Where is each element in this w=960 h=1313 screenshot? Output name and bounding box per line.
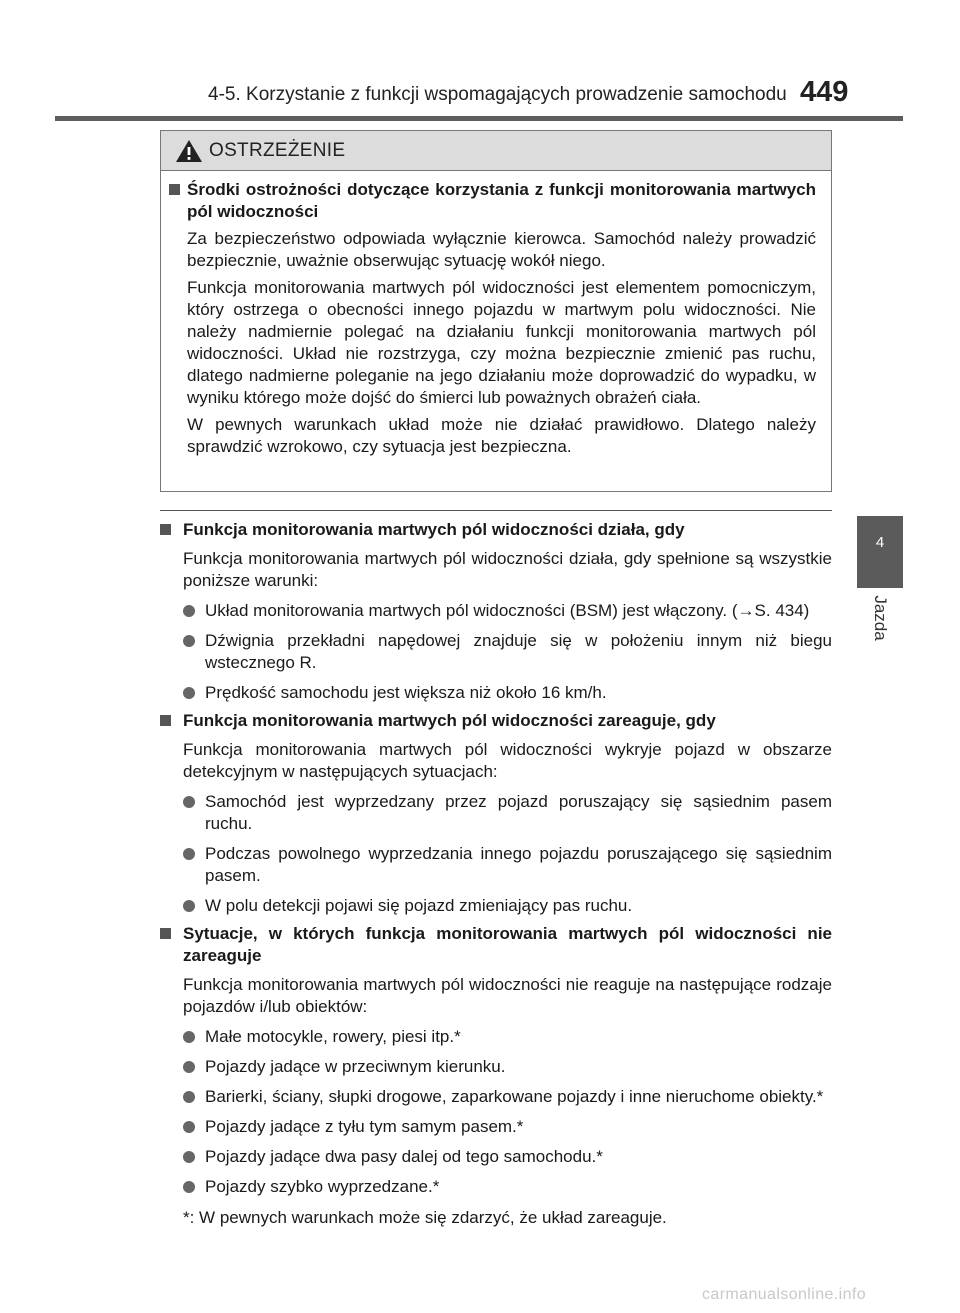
chapter-title: 4-5. Korzystanie z funkcji wspomagających prowadzenie samochodu — [208, 84, 787, 105]
warning-heading: Środki ostrożności dotyczące korzystania z funkcji monitorowania martwych pól widoczności — [161, 179, 816, 223]
warning-header — [161, 131, 831, 171]
warning-paragraph: Funkcja monitorowania martwych pól widoczności jest elementem pomocniczym, który ostrzega o obecności innego pojazdu w martwym polu widoczności. Nie należy nadmiernie polegać na działaniu funkcji monitorowania martwych pól widoczności. Układ nie rozstrzyga, czy można bezpiecznie zmienić pas ruchu, dlatego nadmierne poleganie na jego działaniu może doprowadzić do wypadku, w wyniku którego może dojść do śmierci lub poważnych obrażeń ciała. — [187, 278, 816, 407]
warning-paragraph: Za bezpieczeństwo odpowiada wyłącznie kierowca. Samochód należy prowadzić bezpiecznie, uważnie obserwując sytuację wokół niego. — [187, 229, 816, 270]
list-item: Prędkość samochodu jest większa niż około 16 km/h. — [160, 682, 832, 704]
list-item: W polu detekcji pojawi się pojazd zmieniający pas ruchu. — [160, 895, 832, 917]
bullet-dot-icon — [183, 605, 195, 617]
page-number: 449 — [800, 76, 849, 108]
list-item: Podczas powolnego wyprzedzania innego pojazdu poruszającego się sąsiednim pasem. — [160, 843, 832, 887]
list-item: Pojazdy jadące z tyłu tym samym pasem.* — [160, 1116, 832, 1138]
section-heading: Funkcja monitorowania martwych pól widoczności zareaguje, gdy — [160, 710, 832, 732]
bullet-dot-icon — [183, 1151, 195, 1163]
chapter-tab-label: Jazda — [871, 595, 890, 641]
chapter-tab — [857, 516, 903, 588]
warning-paragraph: W pewnych warunkach układ może nie działać prawidłowo. Dlatego należy sprawdzić wzrokowo, czy sytuacja jest bezpieczna. — [187, 415, 816, 456]
bullet-dot-icon — [183, 687, 195, 699]
list-item: Małe motocykle, rowery, piesi itp.* — [160, 1026, 832, 1048]
section-divider — [160, 510, 832, 511]
bullet-dot-icon — [183, 1121, 195, 1133]
watermark: carmanualsonline.info — [702, 1286, 867, 1303]
list-item: Układ monitorowania martwych pól widoczności (BSM) jest włączony. (→S. 434) — [160, 600, 832, 622]
section-heading: Funkcja monitorowania martwych pól widoczności działa, gdy — [160, 519, 832, 541]
section-intro: Funkcja monitorowania martwych pól widoczności działa, gdy spełnione są wszystkie poniższe warunki: — [183, 549, 832, 590]
warning-triangle-icon — [175, 139, 203, 163]
square-bullet-icon — [160, 524, 171, 535]
square-bullet-icon — [169, 184, 180, 195]
section-intro: Funkcja monitorowania martwych pól widoczności wykryje pojazd w obszarze detekcyjnym w następujących sytuacjach: — [183, 740, 832, 781]
bullet-dot-icon — [183, 1091, 195, 1103]
warning-title: OSTRZEŻENIE — [209, 139, 346, 161]
bullet-dot-icon — [183, 1181, 195, 1193]
square-bullet-icon — [160, 928, 171, 939]
bullet-dot-icon — [183, 848, 195, 860]
list-item: Samochód jest wyprzedzany przez pojazd poruszający się sąsiednim pasem ruchu. — [160, 791, 832, 835]
section-intro: Funkcja monitorowania martwych pól widoczności nie reaguje na następujące rodzaje pojazdów i/lub obiektów: — [183, 975, 832, 1016]
bullet-dot-icon — [183, 1061, 195, 1073]
header-divider — [55, 116, 903, 121]
bullet-dot-icon — [183, 796, 195, 808]
main-content — [160, 510, 832, 1229]
list-item: Barierki, ściany, słupki drogowe, zaparkowane pojazdy i inne nieruchome obiekty.* — [160, 1086, 832, 1108]
bullet-dot-icon — [183, 635, 195, 647]
list-item: Dźwignia przekładni napędowej znajduje się w położeniu innym niż biegu wstecznego R. — [160, 630, 832, 674]
warning-box — [160, 130, 832, 492]
chapter-tab-number: 4 — [875, 534, 885, 551]
bullet-dot-icon — [183, 1031, 195, 1043]
bullet-dot-icon — [183, 900, 195, 912]
footnote: *: W pewnych warunkach może się zdarzyć, że układ zareaguje. — [183, 1208, 667, 1227]
warning-body — [161, 171, 831, 458]
list-item: Pojazdy jadące w przeciwnym kierunku. — [160, 1056, 832, 1078]
list-item: Pojazdy szybko wyprzedzane.* — [160, 1176, 832, 1198]
square-bullet-icon — [160, 715, 171, 726]
list-item: Pojazdy jadące dwa pasy dalej od tego samochodu.* — [160, 1146, 832, 1168]
section-heading: Sytuacje, w których funkcja monitorowania martwych pól widoczności nie zareaguje — [160, 923, 832, 967]
